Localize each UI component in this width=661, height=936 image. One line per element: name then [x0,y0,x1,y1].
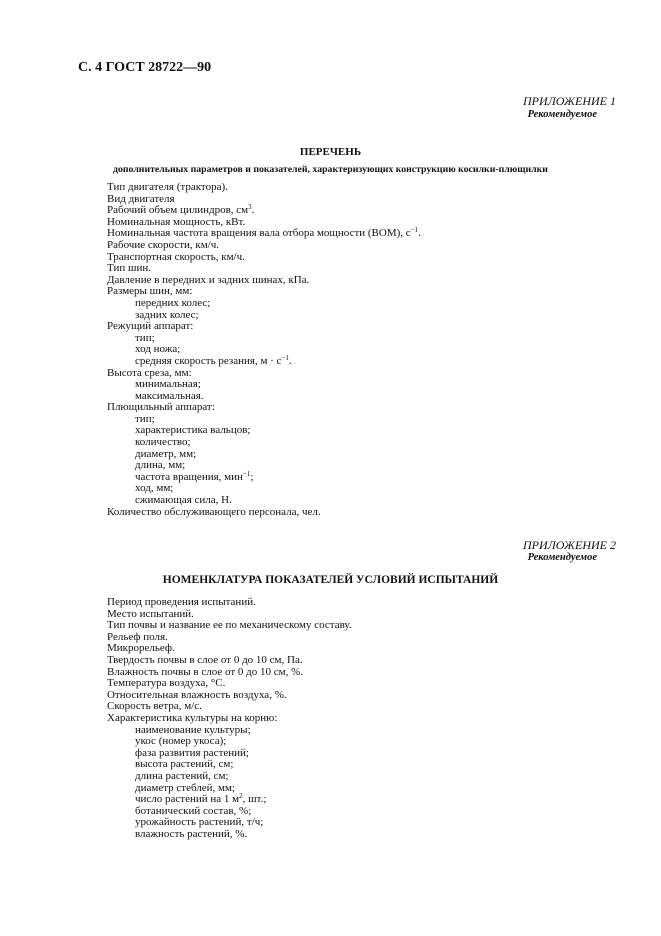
list-item [107,829,352,841]
list-item-text: урожайность растений, т/ч; [135,816,264,829]
superscript: 3 [248,203,252,212]
list-item [107,507,421,519]
list-item-text: Рабочий объем цилиндров, см [107,204,249,217]
list-item-text: диаметр, мм; [135,447,197,460]
list-item-text: максимальная. [135,389,204,402]
list-item-text: тип; [135,331,155,344]
list-item-text: Тип почвы и название ее по механическому составу. [107,619,352,632]
list-item-text: Вид двигателя [107,192,175,205]
list-item-text: задних колес; [135,308,199,321]
superscript: −1 [281,353,289,362]
list-item-suffix: , шт.; [242,793,267,806]
list-item-text: фаза развития растений; [135,746,249,759]
list-item-text: укос (номер укоса); [135,735,227,748]
list-item-text: Тип двигателя (трактора). [107,181,228,193]
list-item-text: число растений на 1 м [135,793,240,806]
list-item-text: Микрорельеф. [107,642,175,655]
list-item-text: Рабочие скорости, км/ч. [107,238,220,251]
list-item-text: Относительная влажность воздуха, %. [107,688,287,701]
list-item-text: высота растений, см; [135,758,234,771]
list-item-text: Скорость ветра, м/с. [107,700,202,713]
list-item-text: Характеристика культуры на корню: [107,711,278,724]
superscript: −1 [410,226,419,235]
list-item-text: длина растений, см; [135,769,229,782]
list-item [107,252,421,264]
appendix-1-status: Рекомендуемое [527,109,597,120]
list-item-text: Плющильный аппарат: [107,401,215,414]
appendix-1-label: ПРИЛОЖЕНИЕ 1 [523,94,616,108]
list-item-text: Период проведения испытаний. [107,596,256,608]
superscript: −1 [242,469,251,478]
appendix-1-title: ПЕРЕЧЕНЬ [299,146,362,158]
list-item-text: Давление в передних и задних шинах, кПа. [107,273,310,286]
list-item-text: Высота среза, мм: [107,366,192,379]
list-item-text: Рельеф поля. [107,630,168,643]
list-item-text: влажность растений, %. [135,827,248,840]
list-item-text: сжимающая сила, Н. [135,494,232,507]
list-item-text: Твердость почвы в слое от 0 до 10 см, Па. [107,653,303,666]
list-item-text: количество; [135,436,191,449]
list-item-text: ход ножа; [135,343,181,356]
appendix-1-subtitle: дополнительных параметров и показателей, характеризующих конструкцию косилки-плющилки [113,164,548,175]
page-header: С. 4 ГОСТ 28722—90 [78,60,212,75]
list-item-text: частота вращения, мин [135,470,243,483]
appendix-2-status: Рекомендуемое [527,552,597,563]
list-item-suffix: . [251,204,255,217]
list-item-text: Влажность почвы в слое от 0 до 10 см, %. [107,665,303,678]
list-item-text: наименование культуры; [135,723,251,736]
list-item-text: Номинальная мощность, кВт. [107,215,246,228]
list-item-text: Количество обслуживающего персонала, чел. [107,505,321,518]
superscript: 2 [239,792,243,801]
list-item-text: диаметр стеблей, мм; [135,781,236,794]
list-item-text: средняя скорость резания, м · с [135,354,282,367]
list-item-text: Место испытаний. [107,607,194,620]
appendix-2-list [107,597,352,840]
appendix-2-label: ПРИЛОЖЕНИЕ 2 [523,538,616,552]
appendix-1-list [107,182,421,518]
list-item-text: минимальная; [135,378,201,391]
list-item-text: Номинальная частота вращения вала отбора мощности (ВОМ), с [107,227,411,240]
list-item-text: тип; [135,412,155,425]
list-item-text: Размеры шин, мм: [107,285,193,298]
list-item-suffix: . [288,354,292,367]
appendix-2-title: НОМЕНКЛАТУРА ПОКАЗАТЕЛЕЙ УСЛОВИЙ ИСПЫТАНИЙ [162,574,499,586]
list-item-text: Тип шин. [107,262,151,275]
list-item-text: ход, мм; [135,482,174,495]
list-item-text: Режущий аппарат: [107,320,194,333]
list-item-text: Температура воздуха, °С. [107,677,226,690]
list-item-text: характеристика вальцов; [135,424,251,437]
list-item-text: длина, мм; [135,459,186,472]
list-item-text: передних колес; [135,296,211,309]
list-item-text: ботанический состав, %; [135,804,252,817]
list-item-text: Транспортная скорость, км/ч. [107,250,245,263]
list-item-suffix: ; [250,470,254,483]
list-item-suffix: . [418,227,421,240]
